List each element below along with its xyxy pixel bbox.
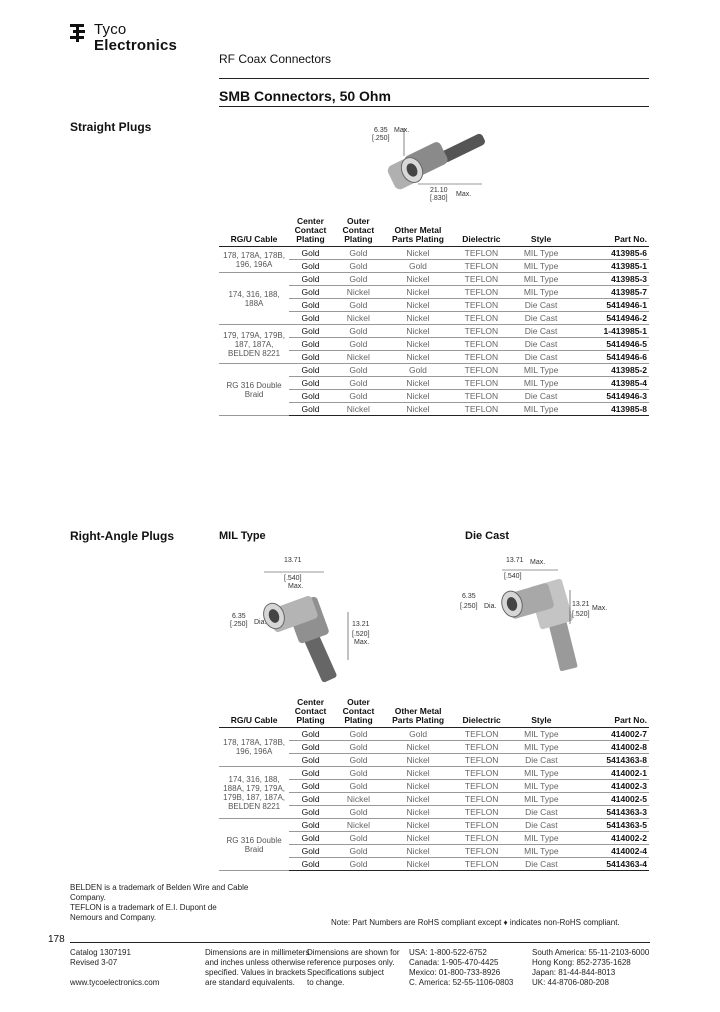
part-number-cell: 1-413985-1 [570, 325, 649, 338]
other-plating-cell: Nickel [385, 377, 451, 390]
outer-plating-cell: Gold [332, 273, 385, 286]
other-plating-cell: Nickel [385, 806, 451, 819]
website-link[interactable]: www.tycoelectronics.com [70, 978, 160, 987]
dielectric-cell: TEFLON [451, 754, 512, 767]
part-number-cell: 413985-8 [570, 403, 649, 416]
dim-straight-d1c: Max. [394, 127, 410, 134]
cable-cell: RG 316 Double Braid [219, 364, 289, 416]
dielectric-cell: TEFLON [451, 312, 512, 325]
center-plating-cell: Gold [289, 806, 332, 819]
center-plating-cell: Gold [289, 403, 332, 416]
footer-ref-note [307, 948, 399, 988]
part-number-cell: 5414946-6 [570, 351, 649, 364]
dim-die-ab: [.540] [504, 573, 522, 580]
rohs-note: Note: Part Numbers are RoHS compliant except ♦ indicates non-RoHS compliant. [331, 918, 620, 927]
dim-die-ac: Max. [530, 559, 546, 566]
tyco-logo-icon [70, 22, 88, 44]
outer-plating-cell: Gold [332, 845, 385, 858]
mil-type-title: MIL Type [219, 530, 266, 542]
dielectric-cell: TEFLON [451, 390, 512, 403]
col-part: Part No. [571, 698, 649, 728]
dim-mil-bb: [.250] [230, 621, 248, 628]
center-plating-cell: Gold [289, 780, 332, 793]
category-label: RF Coax Connectors [219, 52, 332, 66]
outer-plating-cell: Gold [332, 377, 385, 390]
other-plating-cell: Nickel [385, 767, 451, 780]
part-number-cell: 5414363-3 [571, 806, 649, 819]
dielectric-cell: TEFLON [451, 377, 512, 390]
cable-cell: 178, 178A, 178B, 196, 196A [219, 247, 289, 273]
die-cast-right-angle-photo [458, 548, 618, 678]
page-title: SMB Connectors, 50 Ohm [219, 88, 391, 104]
footer-dim-note [205, 948, 309, 988]
outer-plating-cell: Gold [332, 741, 385, 754]
ref-note-line: to change. [307, 978, 345, 987]
part-number-cell: 5414946-1 [570, 299, 649, 312]
revised-date: Revised 3-07 [70, 958, 118, 967]
outer-plating-cell: Nickel [332, 312, 385, 325]
other-plating-cell: Nickel [385, 312, 451, 325]
dim-note-line: are standard equivalents. [205, 978, 295, 987]
center-plating-cell: Gold [289, 247, 332, 260]
col-style: Style [512, 217, 571, 247]
outer-plating-cell: Gold [332, 299, 385, 312]
straight-table-body [219, 247, 649, 416]
dielectric-cell: TEFLON [451, 793, 512, 806]
style-cell: MIL Type [512, 845, 571, 858]
col-dielectric: Dielectric [451, 698, 512, 728]
table-header-row [219, 217, 649, 247]
part-number-cell: 5414946-2 [570, 312, 649, 325]
style-cell: MIL Type [512, 286, 571, 299]
right-angle-plugs-table [219, 698, 649, 871]
ref-note-line: Specifications subject [307, 968, 384, 977]
contact-line: USA: 1-800-522-6752 [409, 948, 487, 957]
catalog-number: Catalog 1307191 [70, 948, 131, 957]
outer-plating-cell: Gold [332, 247, 385, 260]
dim-mil-ac: Max. [288, 583, 304, 590]
style-cell: Die Cast [512, 338, 571, 351]
dim-straight-d2b: [.830] [430, 195, 448, 202]
col-other: Other Metal Parts Plating [385, 217, 451, 247]
part-number-cell: 414002-5 [571, 793, 649, 806]
outer-plating-cell: Gold [332, 338, 385, 351]
center-plating-cell: Gold [289, 338, 332, 351]
dim-note-line: and inches unless otherwise [205, 958, 306, 967]
footer-catalog [70, 948, 159, 988]
dielectric-cell: TEFLON [451, 338, 512, 351]
part-number-cell: 414002-2 [571, 832, 649, 845]
part-number-cell: 5414363-5 [571, 819, 649, 832]
dim-straight-d2: 21.10 [430, 187, 448, 194]
dim-die-bb: [.250] [460, 603, 478, 610]
style-cell: Die Cast [512, 299, 571, 312]
part-number-cell: 414002-3 [571, 780, 649, 793]
contact-line: South America: 55-11-2103-6000 [532, 948, 650, 957]
style-cell: Die Cast [512, 390, 571, 403]
other-plating-cell: Nickel [385, 325, 451, 338]
dielectric-cell: TEFLON [451, 351, 512, 364]
brand-line2: Electronics [94, 37, 178, 54]
dielectric-cell: TEFLON [451, 767, 512, 780]
dim-straight-d1: 6.35 [374, 127, 388, 134]
other-plating-cell: Nickel [385, 247, 451, 260]
center-plating-cell: Gold [289, 728, 332, 741]
style-cell: MIL Type [512, 364, 571, 377]
other-plating-cell: Nickel [385, 754, 451, 767]
other-plating-cell: Nickel [385, 390, 451, 403]
cable-cell: 174, 316, 188, 188A [219, 273, 289, 325]
dim-mil-ab: [.540] [284, 575, 302, 582]
center-plating-cell: Gold [289, 858, 332, 871]
center-plating-cell: Gold [289, 364, 332, 377]
part-number-cell: 413985-6 [570, 247, 649, 260]
center-plating-cell: Gold [289, 260, 332, 273]
dim-die-bc: Dia. [484, 603, 497, 610]
style-cell: MIL Type [512, 403, 571, 416]
dielectric-cell: TEFLON [451, 741, 512, 754]
other-plating-cell: Nickel [385, 351, 451, 364]
outer-plating-cell: Gold [332, 806, 385, 819]
straight-plugs-title: Straight Plugs [70, 120, 152, 134]
brand-logo[interactable] [94, 22, 177, 54]
outer-plating-cell: Gold [332, 858, 385, 871]
right-angle-table-body [219, 728, 649, 871]
col-cable: RG/U Cable [219, 217, 289, 247]
other-plating-cell: Gold [385, 260, 451, 273]
cable-cell: 174, 316, 188, 188A, 179, 179A, 179B, 187, 187A, BELDEN 8221 [219, 767, 289, 819]
dim-note-line: specified. Values in brackets [205, 968, 306, 977]
dim-mil-c: 13.21 [352, 621, 370, 628]
center-plating-cell: Gold [289, 325, 332, 338]
dielectric-cell: TEFLON [451, 780, 512, 793]
center-plating-cell: Gold [289, 832, 332, 845]
dielectric-cell: TEFLON [451, 845, 512, 858]
dim-note-line: Dimensions are in millimeters [205, 948, 310, 957]
outer-plating-cell: Nickel [332, 793, 385, 806]
title-rule [219, 106, 649, 107]
other-plating-cell: Nickel [385, 273, 451, 286]
style-cell: Die Cast [512, 819, 571, 832]
dim-straight-d2c: Max. [456, 191, 472, 198]
other-plating-cell: Nickel [385, 858, 451, 871]
part-number-cell: 414002-8 [571, 741, 649, 754]
contact-line: Canada: 1-905-470-4425 [409, 958, 499, 967]
dielectric-cell: TEFLON [451, 728, 512, 741]
outer-plating-cell: Gold [332, 325, 385, 338]
outer-plating-cell: Nickel [332, 286, 385, 299]
center-plating-cell: Gold [289, 273, 332, 286]
straight-plugs-table [219, 217, 649, 416]
footer-contacts-b [532, 948, 649, 988]
center-plating-cell: Gold [289, 845, 332, 858]
col-outer: Outer Contact Plating [332, 217, 385, 247]
ref-note-line: reference purposes only. [307, 958, 395, 967]
dielectric-cell: TEFLON [451, 403, 512, 416]
center-plating-cell: Gold [289, 390, 332, 403]
style-cell: MIL Type [512, 728, 571, 741]
center-plating-cell: Gold [289, 286, 332, 299]
style-cell: Die Cast [512, 325, 571, 338]
other-plating-cell: Nickel [385, 286, 451, 299]
center-plating-cell: Gold [289, 754, 332, 767]
style-cell: MIL Type [512, 273, 571, 286]
col-center: Center Contact Plating [289, 217, 332, 247]
other-plating-cell: Nickel [385, 299, 451, 312]
col-center: Center Contact Plating [289, 698, 332, 728]
dim-die-b: 6.35 [462, 593, 476, 600]
part-number-cell: 5414363-8 [571, 754, 649, 767]
dim-die-cb: [.520] [572, 611, 590, 618]
right-angle-plugs-title: Right-Angle Plugs [70, 529, 174, 543]
part-number-cell: 413985-2 [570, 364, 649, 377]
part-number-cell: 5414363-4 [571, 858, 649, 871]
dim-straight-d1b: [.250] [372, 135, 390, 142]
dim-mil-cc: Max. [354, 639, 370, 646]
center-plating-cell: Gold [289, 377, 332, 390]
dielectric-cell: TEFLON [451, 260, 512, 273]
table-header-row [219, 698, 649, 728]
contact-line: Hong Kong: 852-2735-1628 [532, 958, 631, 967]
part-number-cell: 413985-3 [570, 273, 649, 286]
part-number-cell: 414002-7 [571, 728, 649, 741]
dielectric-cell: TEFLON [451, 806, 512, 819]
other-plating-cell: Nickel [385, 819, 451, 832]
table-row [219, 767, 649, 780]
dim-mil-cb: [.520] [352, 631, 370, 638]
dim-mil-a: 13.71 [284, 557, 302, 564]
die-cast-title: Die Cast [465, 530, 510, 542]
cable-cell: 178, 178A, 178B, 196, 196A [219, 728, 289, 767]
other-plating-cell: Gold [385, 728, 451, 741]
part-number-cell: 414002-1 [571, 767, 649, 780]
ref-note-line: Dimensions are shown for [307, 948, 400, 957]
style-cell: Die Cast [512, 806, 571, 819]
center-plating-cell: Gold [289, 351, 332, 364]
table-row [219, 273, 649, 286]
dielectric-cell: TEFLON [451, 364, 512, 377]
header-rule [219, 78, 649, 79]
outer-plating-cell: Gold [332, 754, 385, 767]
col-outer: Outer Contact Plating [332, 698, 385, 728]
outer-plating-cell: Gold [332, 780, 385, 793]
trademark-teflon: TEFLON is a trademark of E.I. Dupont de Nemours and Company. [70, 903, 217, 922]
contact-line: Japan: 81-44-844-8013 [532, 968, 616, 977]
center-plating-cell: Gold [289, 793, 332, 806]
outer-plating-cell: Gold [332, 364, 385, 377]
dim-mil-bc: Dia. [254, 619, 267, 626]
style-cell: MIL Type [512, 741, 571, 754]
style-cell: MIL Type [512, 793, 571, 806]
other-plating-cell: Nickel [385, 338, 451, 351]
outer-plating-cell: Nickel [332, 403, 385, 416]
outer-plating-cell: Gold [332, 767, 385, 780]
other-plating-cell: Nickel [385, 845, 451, 858]
part-number-cell: 413985-7 [570, 286, 649, 299]
outer-plating-cell: Nickel [332, 819, 385, 832]
part-number-cell: 5414946-5 [570, 338, 649, 351]
table-row [219, 325, 649, 338]
style-cell: MIL Type [512, 767, 571, 780]
outer-plating-cell: Gold [332, 390, 385, 403]
part-number-cell: 413985-1 [570, 260, 649, 273]
dim-die-c: 13.21 [572, 601, 590, 608]
outer-plating-cell: Gold [332, 832, 385, 845]
col-dielectric: Dielectric [451, 217, 512, 247]
outer-plating-cell: Nickel [332, 351, 385, 364]
table-row [219, 247, 649, 260]
other-plating-cell: Gold [385, 364, 451, 377]
style-cell: MIL Type [512, 377, 571, 390]
trademark-notes [70, 883, 250, 923]
contact-line: C. America: 52-55-1106-0803 [409, 978, 514, 987]
dielectric-cell: TEFLON [451, 299, 512, 312]
dielectric-cell: TEFLON [451, 325, 512, 338]
center-plating-cell: Gold [289, 741, 332, 754]
straight-plug-photo [370, 118, 500, 210]
cable-cell: RG 316 Double Braid [219, 819, 289, 871]
dielectric-cell: TEFLON [451, 247, 512, 260]
col-other: Other Metal Parts Plating [385, 698, 451, 728]
other-plating-cell: Nickel [385, 832, 451, 845]
other-plating-cell: Nickel [385, 780, 451, 793]
page-number: 178 [48, 934, 65, 945]
style-cell: MIL Type [512, 260, 571, 273]
dim-die-a: 13.71 [506, 557, 524, 564]
table-row [219, 728, 649, 741]
contact-line: Mexico: 01-800-733-8926 [409, 968, 501, 977]
style-cell: MIL Type [512, 247, 571, 260]
other-plating-cell: Nickel [385, 741, 451, 754]
style-cell: MIL Type [512, 832, 571, 845]
dielectric-cell: TEFLON [451, 832, 512, 845]
cable-cell: 179, 179A, 179B, 187, 187A, BELDEN 8221 [219, 325, 289, 364]
dielectric-cell: TEFLON [451, 858, 512, 871]
col-cable: RG/U Cable [219, 698, 289, 728]
contact-line: UK: 44-8706-080-208 [532, 978, 609, 987]
part-number-cell: 413985-4 [570, 377, 649, 390]
style-cell: Die Cast [512, 351, 571, 364]
dielectric-cell: TEFLON [451, 273, 512, 286]
brand-line1: Tyco [94, 21, 127, 38]
dielectric-cell: TEFLON [451, 286, 512, 299]
trademark-belden: BELDEN is a trademark of Belden Wire and Cable Company. [70, 883, 249, 902]
dielectric-cell: TEFLON [451, 819, 512, 832]
table-row [219, 819, 649, 832]
style-cell: Die Cast [512, 312, 571, 325]
col-style: Style [512, 698, 571, 728]
dim-die-cc: Max. [592, 605, 608, 612]
style-cell: Die Cast [512, 858, 571, 871]
style-cell: MIL Type [512, 780, 571, 793]
table-row [219, 364, 649, 377]
mil-type-right-angle-photo [228, 548, 388, 688]
footer-rule [70, 942, 650, 943]
center-plating-cell: Gold [289, 312, 332, 325]
outer-plating-cell: Gold [332, 728, 385, 741]
footer-contacts-a [409, 948, 513, 988]
style-cell: Die Cast [512, 754, 571, 767]
other-plating-cell: Nickel [385, 793, 451, 806]
dim-mil-b: 6.35 [232, 613, 246, 620]
other-plating-cell: Nickel [385, 403, 451, 416]
center-plating-cell: Gold [289, 819, 332, 832]
outer-plating-cell: Gold [332, 260, 385, 273]
center-plating-cell: Gold [289, 767, 332, 780]
part-number-cell: 414002-4 [571, 845, 649, 858]
center-plating-cell: Gold [289, 299, 332, 312]
part-number-cell: 5414946-3 [570, 390, 649, 403]
col-part: Part No. [570, 217, 649, 247]
